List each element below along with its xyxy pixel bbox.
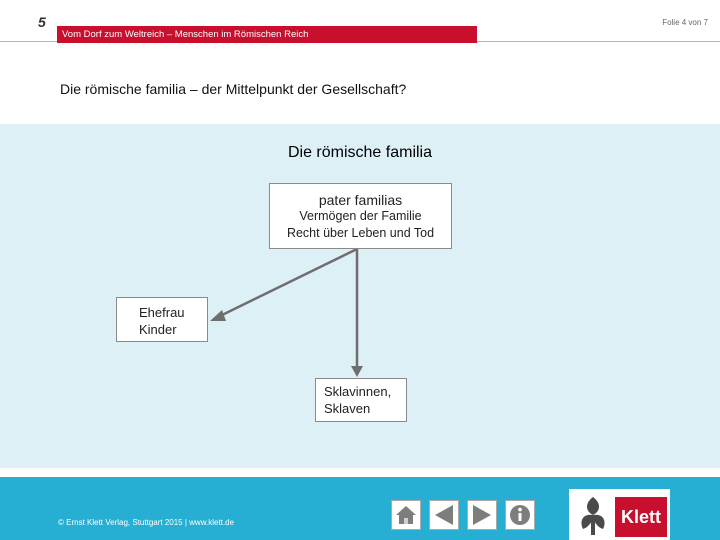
pater-line-2: Recht über Leben und Tod <box>286 226 435 240</box>
home-button[interactable] <box>391 500 421 530</box>
home-icon <box>394 503 418 527</box>
sklaven-line-2: Sklaven <box>324 401 371 416</box>
diagram-title: Die römische familia <box>287 144 433 161</box>
klett-logo-icon <box>571 489 615 540</box>
info-button[interactable] <box>505 500 535 530</box>
arrowhead-ehefrau <box>210 310 226 321</box>
chapter-title-bar: Vom Dorf zum Weltreich – Menschen im Römischen Reich <box>57 26 477 43</box>
pater-line-1: Vermögen der Familie <box>299 209 422 223</box>
copyright-text: © Ernst Klett Verlag, Stuttgart 2015 | www.klett.de <box>58 518 235 527</box>
klett-logo <box>569 489 670 540</box>
previous-slide-button[interactable] <box>429 500 459 530</box>
arrowhead-sklaven <box>351 366 363 377</box>
klett-wordmark: Klett <box>615 497 667 537</box>
sklaven-box <box>315 378 407 422</box>
info-icon <box>508 503 532 527</box>
arrow-left-icon <box>432 503 456 527</box>
next-slide-button[interactable] <box>467 500 497 530</box>
ehefrau-line-1: Ehefrau <box>139 305 185 320</box>
pater-familias-box <box>269 183 452 249</box>
slide-subtitle: Die römische familia – der Mittelpunkt der Gesellschaft? <box>60 81 407 97</box>
ehefrau-box <box>116 297 208 342</box>
arrow-right-icon <box>470 503 494 527</box>
pater-heading: pater familias <box>318 192 403 208</box>
chapter-number: 5 <box>38 14 46 30</box>
sklaven-line-1: Sklavinnen, <box>324 384 392 399</box>
ehefrau-line-2: Kinder <box>139 322 177 337</box>
connector-to-ehefrau <box>218 249 357 317</box>
slide-counter: Folie 4 von 7 <box>662 18 708 27</box>
